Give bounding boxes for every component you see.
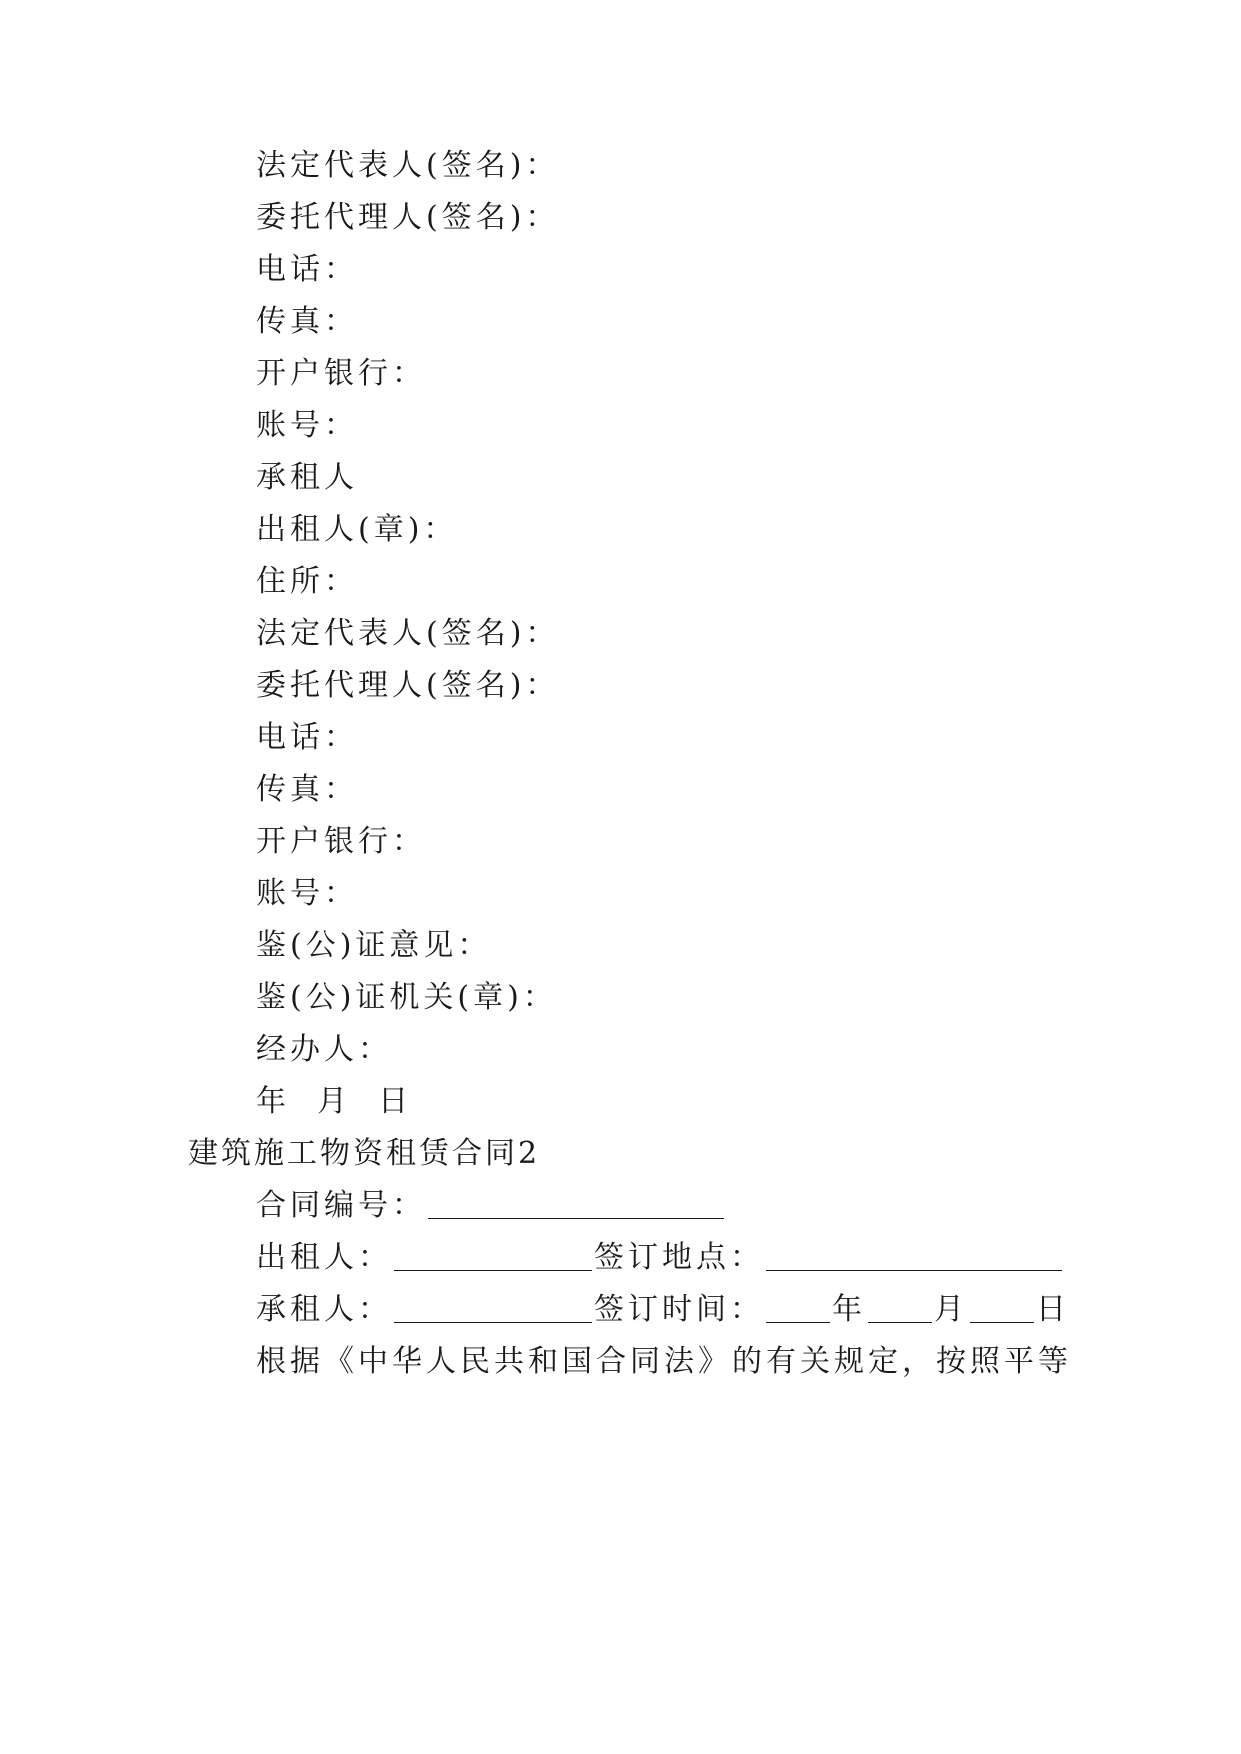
agent-signature-line-1: 委托代理人(签名)： [256, 200, 560, 235]
lessee-sign-time-row [256, 1288, 1070, 1332]
sign-place-label: 签订地点： [594, 1240, 764, 1275]
handler-line: 经办人： [256, 1032, 392, 1067]
address-line: 住所： [256, 564, 358, 599]
fax-line-1: 传真： [256, 304, 358, 339]
phone-line-2: 电话： [256, 720, 358, 755]
year-blank [766, 1292, 830, 1323]
fax-line-2: 传真： [256, 772, 358, 807]
bank-line-1: 开户银行： [256, 356, 426, 391]
contract-number-blank [428, 1188, 724, 1219]
year-label: 年 [832, 1292, 866, 1327]
month-blank [868, 1292, 932, 1323]
bank-line-2: 开户银行： [256, 824, 426, 859]
account-line-2: 账号： [256, 876, 358, 911]
agent-signature-line-2: 委托代理人(签名)： [256, 668, 560, 703]
legal-rep-signature-line-1: 法定代表人(签名)： [256, 148, 560, 183]
month-label: 月 [934, 1292, 968, 1327]
lessee-label: 承租人： [256, 1292, 392, 1327]
lessor-sign-place-row [256, 1236, 1064, 1280]
phone-line-1: 电话： [256, 252, 358, 287]
notary-office-seal-line: 鉴(公)证机关(章)： [256, 980, 557, 1015]
contract-number-label: 合同编号： [256, 1188, 426, 1223]
legal-rep-signature-line-2: 法定代表人(签名)： [256, 616, 560, 651]
sign-time-label: 签订时间： [594, 1292, 764, 1327]
sign-place-blank [766, 1240, 1062, 1271]
lessor-blank [394, 1240, 592, 1271]
contract-title: 建筑施工物资租赁合同2 [188, 1136, 541, 1171]
date-line: 年 月 日 [256, 1084, 413, 1119]
basis-paragraph: 根据《中华人民共和国合同法》的有关规定，按照平等 [256, 1344, 1072, 1379]
contract-number-row [256, 1184, 726, 1228]
day-label: 日 [1036, 1292, 1070, 1327]
notary-opinion-line: 鉴(公)证意见： [256, 928, 492, 963]
lessor-seal-line: 出租人(章)： [256, 512, 458, 547]
lessee-heading: 承租人 [256, 460, 358, 495]
day-blank [970, 1292, 1034, 1323]
account-line-1: 账号： [256, 408, 358, 443]
lessee-blank [394, 1292, 592, 1323]
lessor-label: 出租人： [256, 1240, 392, 1275]
